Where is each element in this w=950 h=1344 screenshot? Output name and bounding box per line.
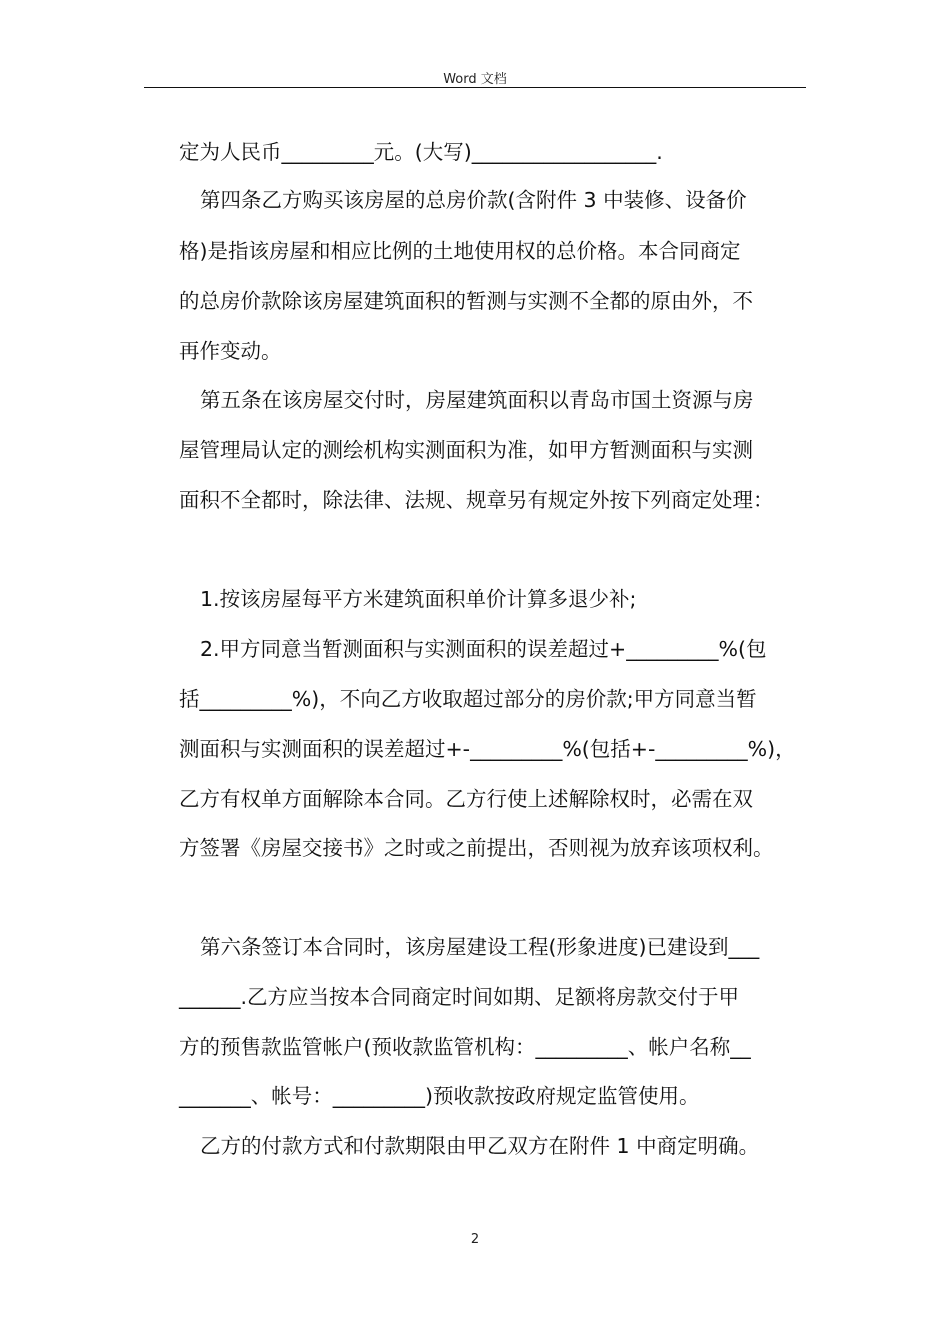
- body-line-10: 2.甲方同意当暂测面积与实测面积的误差超过+_________%(包: [200, 637, 767, 661]
- body-line-6: 第五条在该房屋交付时，房屋建筑面积以青岛市国土资源与房: [200, 388, 754, 412]
- header-divider: [144, 87, 806, 88]
- body-line-1: 定为人民币_________元。(大写)__________________.: [179, 140, 663, 164]
- body-line-2: 第四条乙方购买该房屋的总房价款(含附件 3 中装修、设备价: [200, 188, 747, 212]
- body-line-8: 面积不全都时，除法律、法规、规章另有规定外按下列商定处理：: [179, 488, 774, 512]
- body-line-4: 的总房价款除该房屋建筑面积的暂测与实测不全都的原由外，不: [179, 289, 753, 313]
- body-line-11: 括_________%)，不向乙方收取超过部分的房价款;甲方同意当暂: [179, 687, 757, 711]
- body-line-3: 格)是指该房屋和相应比例的土地使用权的总价格。本合同商定: [179, 239, 741, 263]
- page-number: 2: [470, 1232, 480, 1247]
- body-line-9: 1.按该房屋每平方米建筑面积单价计算多退少补;: [200, 587, 637, 611]
- body-line-17: 方的预售款监管帐户(预收款监管机构：_________、帐户名称__: [179, 1035, 751, 1059]
- body-line-19: 乙方的付款方式和付款期限由甲乙双方在附件 1 中商定明确。: [200, 1134, 760, 1158]
- body-line-7: 屋管理局认定的测绘机构实测面积为准，如甲方暂测面积与实测: [179, 438, 753, 462]
- body-line-13: 乙方有权单方面解除本合同。乙方行使上述解除权时，必需在双: [179, 787, 753, 811]
- body-line-18: _______、帐号：_________)预收款按政府规定监管使用。: [179, 1084, 700, 1108]
- body-line-15: 第六条签订本合同时，该房屋建设工程(形象进度)已建设到___: [200, 935, 760, 959]
- header-label: Word 文档: [443, 72, 507, 87]
- body-line-14: 方签署《房屋交接书》之时或之前提出，否则视为放弃该项权利。: [179, 836, 774, 860]
- body-line-12: 测面积与实测面积的误差超过+-_________%(包括+-_________%)，: [179, 737, 796, 761]
- body-line-16: ______.乙方应当按本合同商定时间如期、足额将房款交付于甲: [179, 985, 740, 1009]
- body-line-5: 再作变动。: [179, 339, 282, 363]
